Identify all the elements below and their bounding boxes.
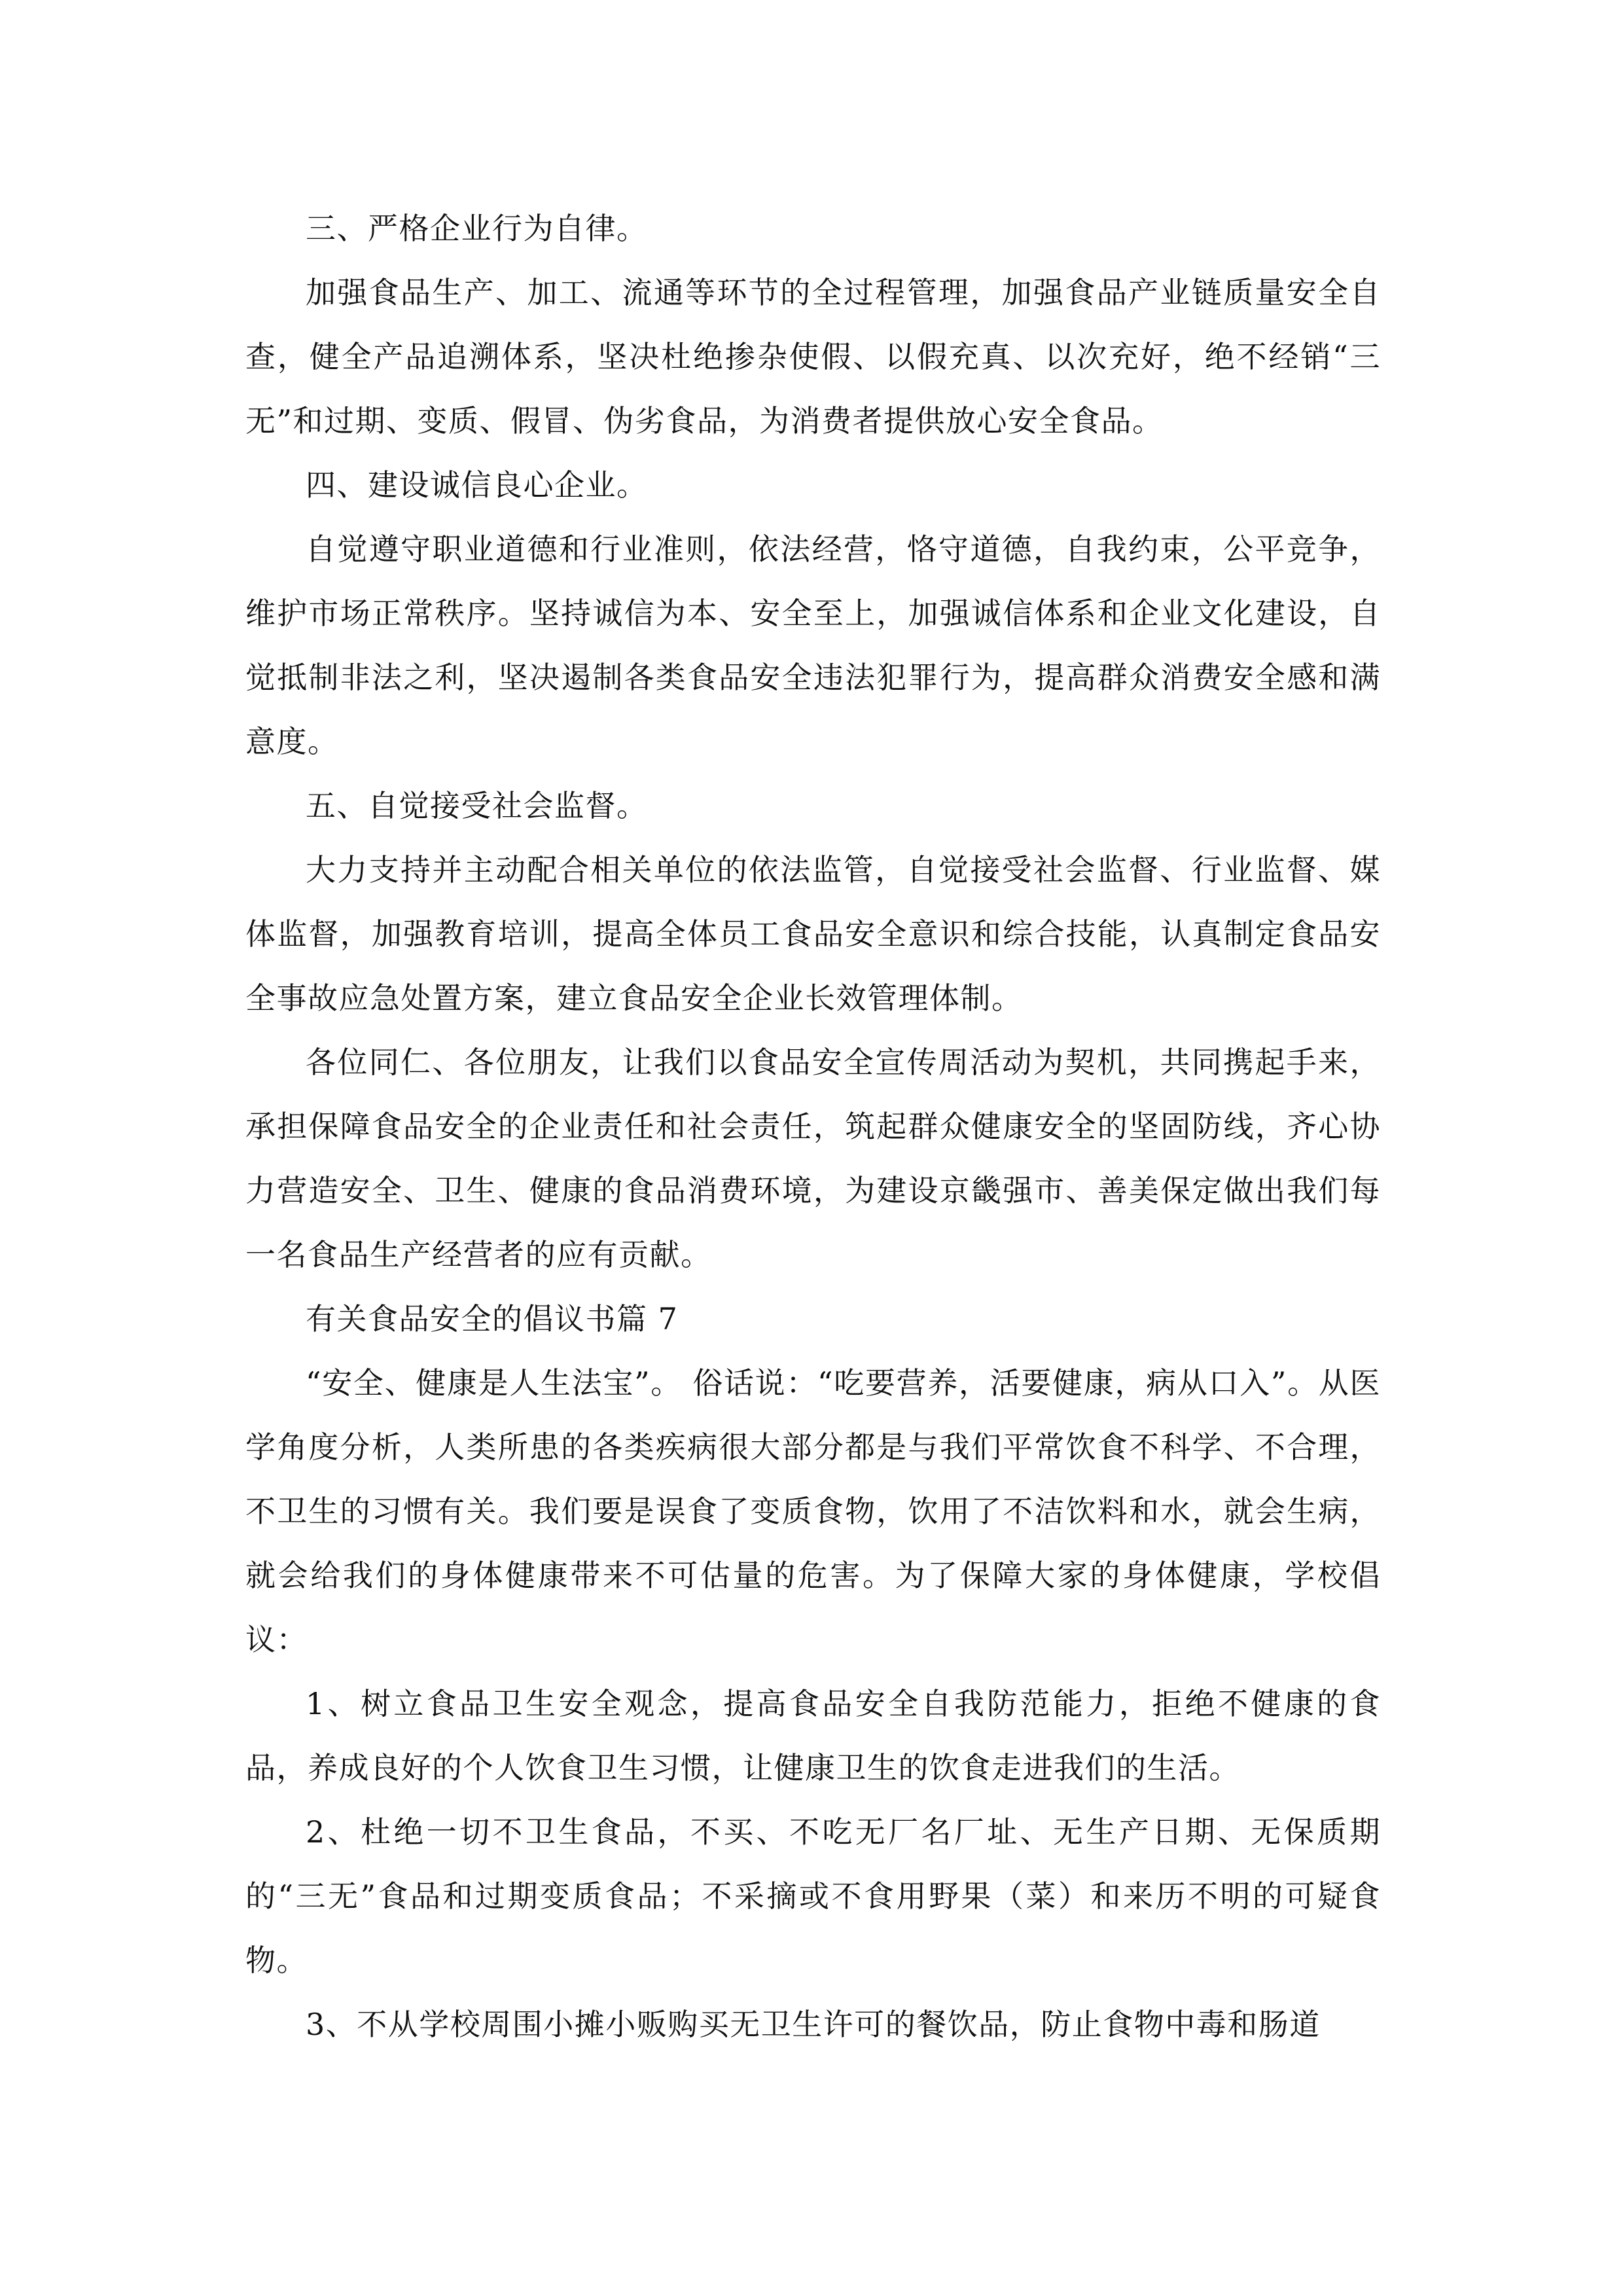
paragraph: 各位同仁、各位朋友，让我们以食品安全宣传周活动为契机，共同携起手来，承担保障食品安全的企业责任和社会责任，筑起群众健康安全的坚固防线，齐心协力营造安全、卫生、健康的食品消费环境，为建设京畿强市、善美保定做出我们每一名食品生产经营者的应有贡献。	[245, 1045, 1381, 1272]
section-heading-4: 四、建设诚信良心企业。	[306, 467, 648, 503]
list-item-1: 1、树立食品卫生安全观念，提高食品安全自我防范能力，拒绝不健康的食品，养成良好的个人饮食卫生习惯，让健康卫生的饮食走进我们的生活。	[245, 1686, 1381, 1785]
paragraph: 加强食品生产、加工、流通等环节的全过程管理，加强食品产业链质量安全自查，健全产品追溯体系，坚决杜绝掺杂使假、以假充真、以次充好，绝不经销“三无”和过期、变质、假冒、伪劣食品，为消费者提供放心安全食品。	[245, 275, 1381, 439]
paragraph: 自觉遵守职业道德和行业准则，依法经营，恪守道德，自我约束，公平竞争，维护市场正常秩序。坚持诚信为本、安全至上，加强诚信体系和企业文化建设，自觉抵制非法之利，坚决遏制各类食品安全违法犯罪行为，提高群众消费安全感和满意度。	[245, 531, 1381, 759]
article-title-7: 有关食品安全的倡议书篇 7	[306, 1301, 679, 1336]
body-text	[245, 196, 1381, 2056]
list-item-2: 2、杜绝一切不卫生食品，不买、不吃无厂名厂址、无生产日期、无保质期的“三无”食品和过期变质食品；不采摘或不食用野果（菜）和来历不明的可疑食物。	[245, 1814, 1381, 1978]
section-heading-5: 五、自觉接受社会监督。	[306, 788, 648, 823]
list-item-3: 3、不从学校周围小摊小贩购买无卫生许可的餐饮品，防止食物中毒和肠道	[306, 2007, 1321, 2042]
paragraph: 大力支持并主动配合相关单位的依法监管，自觉接受社会监督、行业监督、媒体监督，加强教育培训，提高全体员工食品安全意识和综合技能，认真制定食品安全事故应急处置方案，建立食品安全企业长效管理体制。	[245, 852, 1381, 1016]
section-heading-3: 三、严格企业行为自律。	[306, 211, 648, 246]
paragraph: “安全、健康是人生法宝”。 俗话说：“吃要营养，活要健康，病从口入”。从医学角度分析，人类所患的各类疾病很大部分都是与我们平常饮食不科学、不合理，不卫生的习惯有关。我们要是误食了变质食物，饮用了不洁饮料和水，就会生病，就会给我们的身体健康带来不可估量的危害。为了保障大家的身体健康，学校倡议：	[245, 1365, 1381, 1657]
